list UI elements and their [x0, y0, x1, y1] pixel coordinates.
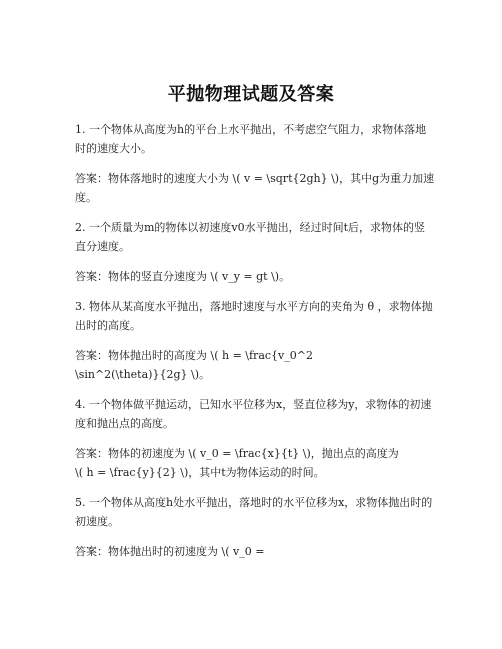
question-5: 5. 一个物体从高度h处水平抛出，落地时的水平位移为x，求物体抛出时的初速度。 — [75, 496, 433, 528]
question-4: 4. 一个物体做平抛运动，已知水平位移为x，竖直位移为y，求物体的初速度和抛出点的高度。 — [75, 398, 432, 430]
answer-5: 答案：物体抛出时的初速度为 \( v_0 = — [75, 545, 265, 558]
question-2: 2. 一个质量为m的物体以初速度v0水平抛出，经过时间t后，求物体的竖直分速度。 — [75, 221, 426, 253]
answer-4: 答案：物体的初速度为 \( v_0 = \frac{x}{t} \)，抛出点的高度为 \( h = \frac{y}{2} \)，其中t为物体运动的时间。 — [75, 447, 399, 479]
document-body — [75, 120, 435, 572]
page-title: 平抛物理试题及答案 — [167, 84, 335, 105]
question-3: 3. 物体从某高度水平抛出，落地时速度与水平方向的夹角为 θ ，求物体抛出时的高度。 — [75, 300, 433, 332]
answer-1: 答案：物体落地时的速度大小为 \( v = \sqrt{2gh} \)，其中g为重力加速度。 — [75, 172, 435, 204]
answer-2: 答案：物体的竖直分速度为 \( v_y = gt \)。 — [75, 270, 291, 283]
question-1: 1. 一个物体从高度为h的平台上水平抛出，不考虑空气阻力，求物体落地时的速度大小。 — [75, 123, 427, 155]
answer-3: 答案：物体抛出时的高度为 \( h = \frac{v_0^2 \sin^2(\theta)}{2g} \)。 — [75, 349, 313, 381]
